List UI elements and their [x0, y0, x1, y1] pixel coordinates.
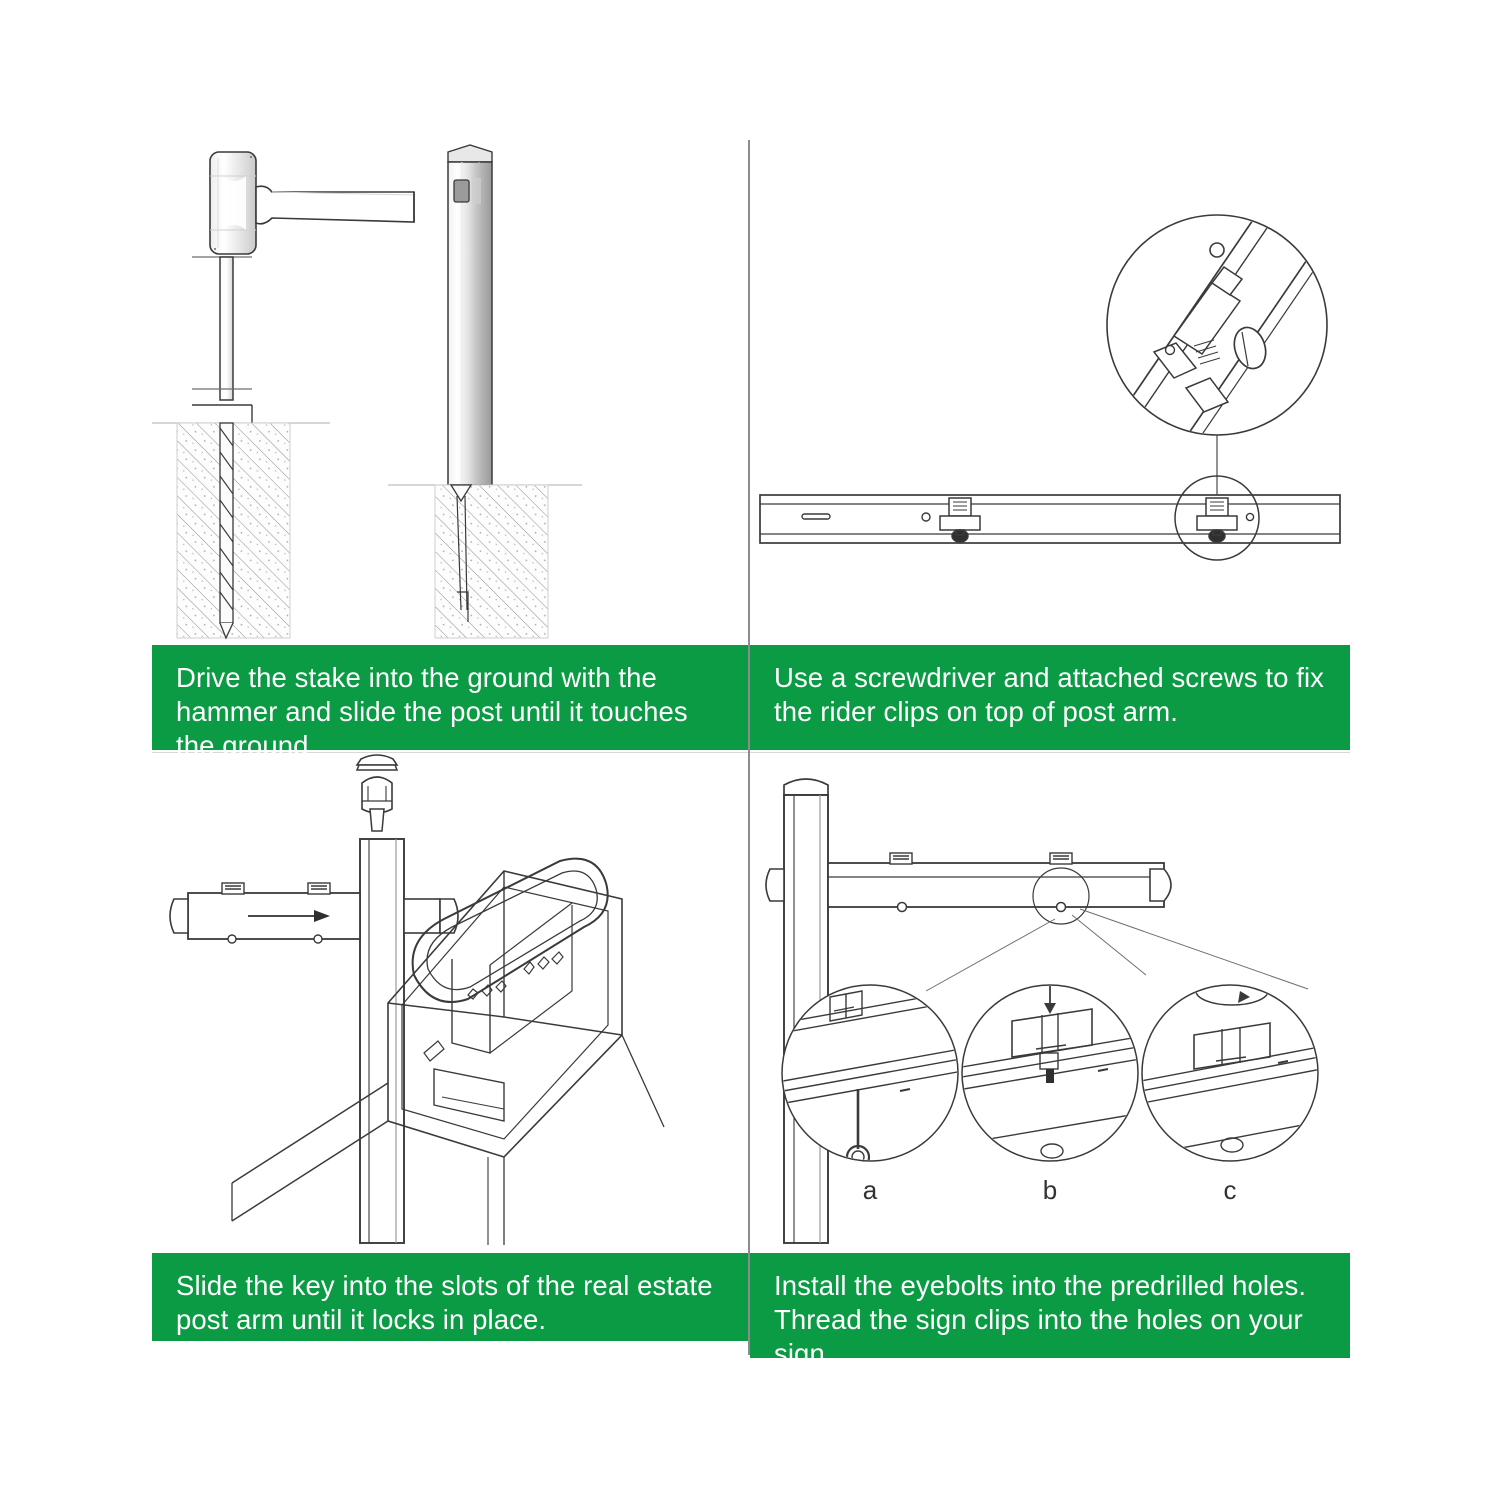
illustration-eyebolt-sign-clip [750, 753, 1350, 1253]
detail-label-a: a [862, 1175, 878, 1205]
horizontal-post-arm [760, 476, 1340, 560]
caption-step-3 [152, 1253, 748, 1341]
detail-circle-b [950, 979, 1154, 1205]
caption-step-4 [750, 1253, 1350, 1369]
key-component [357, 755, 397, 831]
sledge-hammer [210, 152, 414, 254]
hatched-ground-right [388, 485, 582, 638]
hatched-ground-left [152, 423, 330, 638]
panel-step-4 [750, 753, 1350, 1253]
detail-callout-circle-rider-clip [1088, 195, 1338, 512]
panel-step-1 [152, 140, 748, 645]
caption-step-2-text: Use a screwdriver and attached screws to fix the rider clips on top of post arm. [774, 662, 1325, 727]
detail-label-c: c [1223, 1175, 1237, 1205]
leader-lines [926, 909, 1308, 991]
detail-label-b: b [1042, 1175, 1058, 1205]
illustration-post-arm-rider-clips [750, 140, 1350, 645]
ground-stake [192, 257, 252, 439]
illustration-key-into-post-arm [152, 753, 748, 1253]
horizontal-post-arm [170, 883, 458, 943]
caption-step-4-text: Install the eyebolts into the predrilled holes. Thread the sign clips into the holes on your sign. [774, 1270, 1307, 1369]
caption-step-1-text: Drive the stake into the ground with the hammer and slide the post until it touches the ground [176, 662, 688, 761]
illustration-hammer-driving-stake [152, 140, 748, 645]
panel-step-2 [750, 140, 1350, 645]
detail-circle-c [1130, 977, 1334, 1205]
panel-step-3 [152, 753, 748, 1253]
sign-post-vertical [448, 145, 492, 485]
caption-step-3-text: Slide the key into the slots of the real estate post arm until it locks in place. [176, 1270, 713, 1335]
vertical-post [360, 839, 404, 1243]
caption-step-1 [152, 645, 748, 761]
caption-step-2 [750, 645, 1350, 750]
